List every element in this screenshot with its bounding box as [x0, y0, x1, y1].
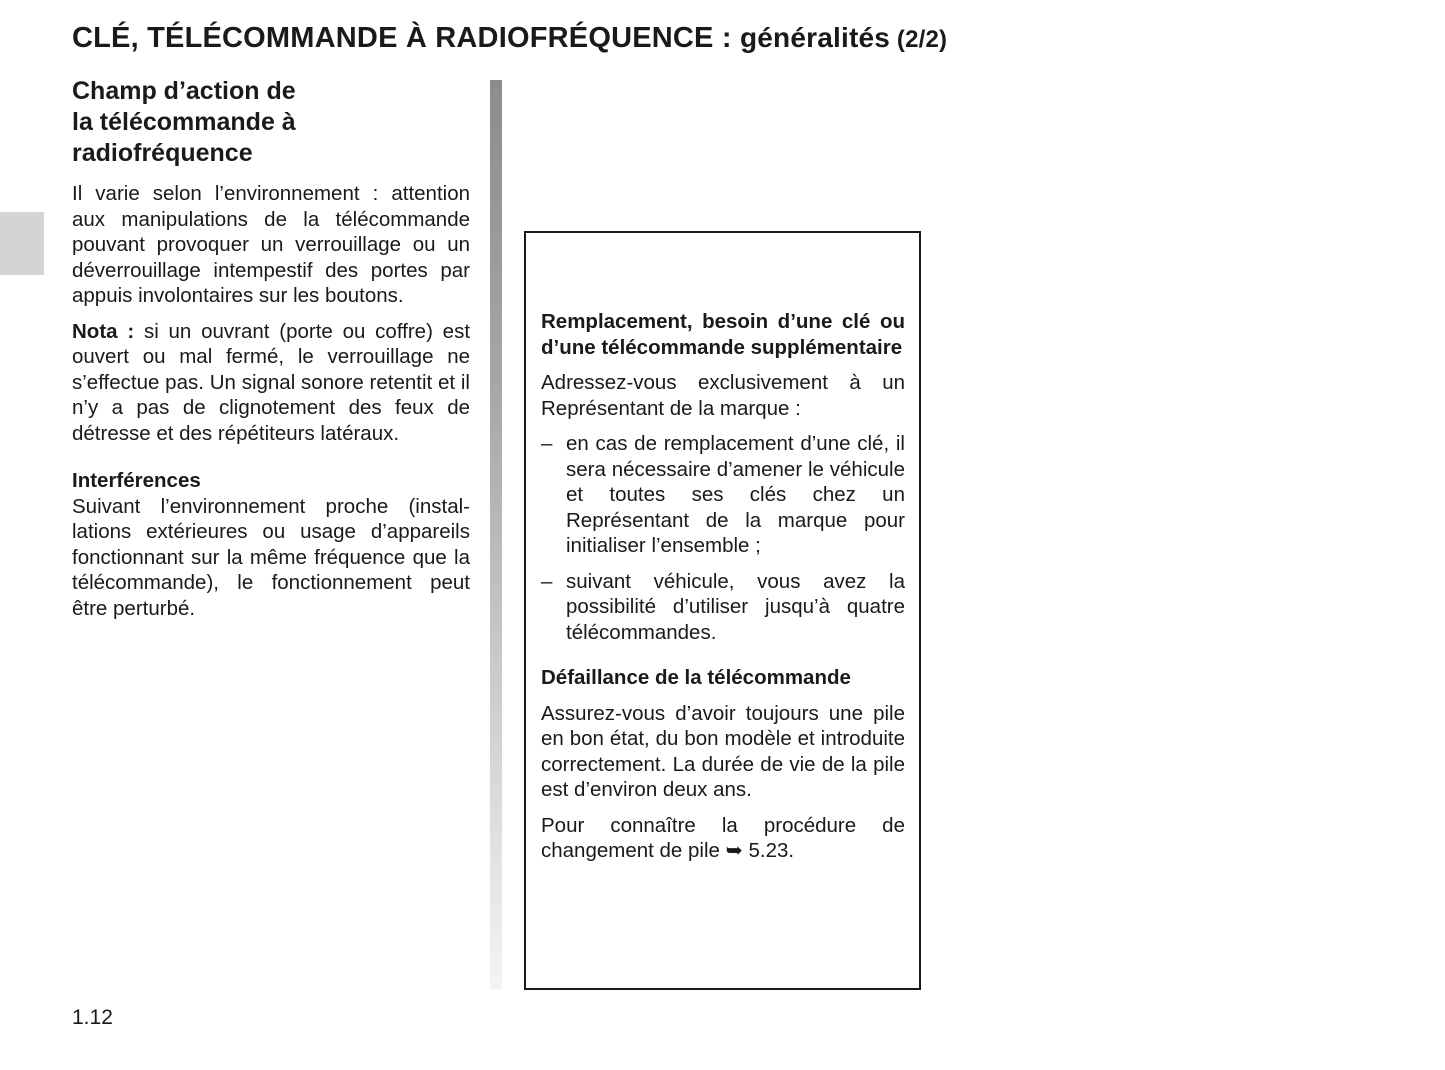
battery-procedure-text: Pour connaître la procédure de changement de pile: [541, 813, 905, 862]
replacement-list: [541, 431, 905, 645]
list-dash: –: [541, 569, 553, 593]
nota-label: Nota :: [72, 319, 135, 343]
section-tab-marker: [0, 212, 44, 275]
interferences-paragraph: Suivant l’environnement proche (installations extérieures ou usage d’appareils fonctionnant sur la même fréquence que la télécommande), le fonctionnement peut être perturbé.: [72, 494, 470, 620]
battery-procedure-paragraph: [541, 813, 905, 864]
heading-line: la télécommande à: [72, 108, 296, 136]
reference-arrow-icon: ➥: [725, 839, 743, 862]
list-item-text: en cas de remplacement d’une clé, il sera nécessaire d’amener le véhicule et toutes ses clés chez un Représentant de la marque pour initialiser l’ensemble ;: [566, 432, 905, 557]
page-title: [72, 22, 947, 55]
failure-paragraph: Assurez-vous d’avoir toujours une pile en bon état, du bon modèle et introduite correctement. La durée de vie de la pile est d’environ deux ans.: [541, 701, 905, 801]
left-column: [72, 76, 470, 631]
failure-heading: Défaillance de la télécommande: [541, 666, 851, 689]
nota-text: si un ouvrant (porte ou coffre) est ouvert ou mal fermé, le verrouillage ne s’effectue pas. Un signal sonore retentit et il n’y a pas de clignotement des feux de détresse et des répétiteurs latéraux.: [72, 319, 471, 445]
nota-paragraph: [72, 319, 470, 447]
list-item: [541, 569, 905, 646]
range-paragraph: Il varie selon l’environnement : attention aux manipulations de la télécommande pouvant provoquer un verrouillage ou un déverrouillage intempestif des portes par appuis involontaires sur les boutons.: [72, 182, 470, 307]
heading-line: radiofréquence: [72, 139, 253, 167]
interferences-heading: Interférences: [72, 469, 201, 492]
replacement-intro: Adressez-vous exclusivement à un Représentant de la marque :: [541, 371, 905, 420]
list-item-text: suivant véhicule, vous avez la possibilité d’utiliser jusqu’à quatre télécommandes.: [566, 569, 905, 644]
section-heading-range: [72, 76, 470, 169]
list-item: [541, 431, 905, 559]
title-lower: généralités: [739, 22, 891, 53]
replacement-heading: Remplacement, besoin d’une clé ou d’une télécommande supplémentaire: [541, 310, 905, 359]
title-main: CLÉ, TÉLÉCOMMANDE À RADIOFRÉQUENCE :: [72, 22, 740, 54]
info-box-content: [541, 309, 905, 874]
page-number: 1.12: [72, 1006, 113, 1029]
column-divider: [490, 80, 502, 990]
page-reference: 5.23.: [742, 839, 795, 862]
info-box: [524, 231, 921, 990]
list-dash: –: [541, 432, 553, 455]
title-page-indicator: (2/2): [890, 26, 948, 53]
heading-line: Champ d’action de: [72, 77, 296, 105]
